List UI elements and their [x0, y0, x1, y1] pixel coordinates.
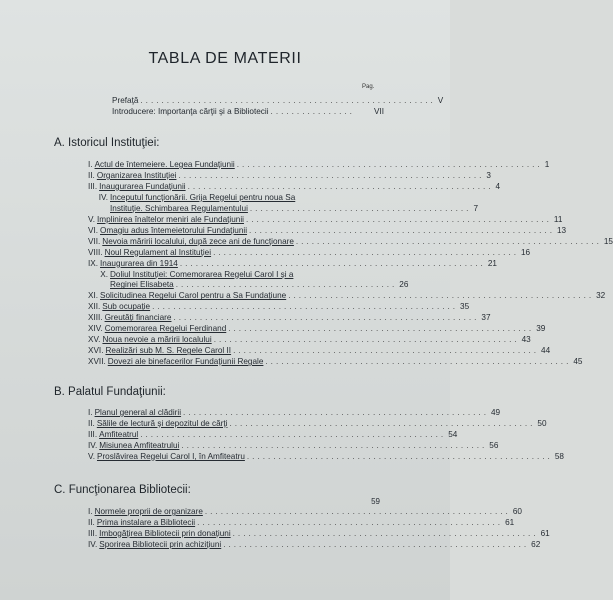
section-heading-c: C. Funcţionarea Bibliotecii:	[54, 484, 191, 496]
leader-dots: ..........................................................	[183, 408, 489, 417]
page-title: TABLA DE MATERII	[148, 50, 302, 67]
toc-entry-page: 35	[460, 302, 470, 312]
leader-dots: ..........................................................	[232, 528, 539, 538]
toc-entry-number: IV.	[98, 192, 108, 202]
leader-dots: ........................................................	[140, 96, 436, 105]
toc-entry-number: IX.	[88, 258, 99, 268]
toc-entry	[88, 181, 501, 192]
toc-entry	[88, 507, 522, 517]
toc-entry-page: 7	[473, 203, 479, 213]
toc-entry-number: XVII.	[88, 357, 106, 367]
toc-entry-page: 21	[487, 258, 497, 268]
toc-entry	[88, 517, 515, 528]
toc-entry-page: 49	[490, 408, 501, 417]
toc-entry-text: Sălile de lectură şi depozitul de cărţi	[96, 418, 228, 428]
toc-entry	[88, 291, 606, 301]
toc-entry-text: Comemorarea Regelui Ferdinand	[104, 324, 227, 334]
toc-entry	[88, 193, 378, 203]
loose-page-number: 59	[371, 497, 380, 506]
toc-entry-page: 39	[536, 324, 546, 334]
toc-entry-page: 1	[544, 160, 550, 169]
toc-entry	[88, 451, 564, 462]
toc-entry-text: Inaugurarea Fundaţiunii	[99, 181, 186, 191]
toc-entry-page: 50	[537, 418, 547, 428]
toc-entry-number: II.	[88, 517, 95, 527]
leader-dots: ..........................................................	[187, 181, 494, 191]
leader-dots: ..........................................................	[233, 346, 540, 356]
leader-dots: ..........................................................	[213, 335, 520, 345]
toc-entry-page: 16	[521, 247, 531, 257]
leader-dots: ..........................................................	[140, 429, 447, 439]
toc-entry-text: Noul Regulament al Instituţiei	[104, 247, 212, 257]
toc-entry-number: I.	[88, 160, 93, 169]
toc-entry	[88, 408, 501, 418]
toc-entry	[88, 302, 470, 312]
toc-entry-text: Implinirea înaltelor meniri ale Fundaţiunii	[96, 214, 244, 224]
toc-entry	[88, 170, 491, 181]
toc-entry-number: XVI.	[88, 346, 104, 356]
leader-dots: ..........................................................	[152, 302, 459, 312]
toc-entry-number: II.	[88, 418, 95, 428]
toc-entry-number: X.	[100, 269, 108, 279]
toc-entry-text: Misiunea Amfiteatrului	[99, 440, 180, 450]
leader-dots: ..........................................................	[223, 539, 530, 549]
toc-entry-number: VIII.	[88, 247, 103, 257]
toc-entry-page: 32	[596, 291, 606, 301]
toc-entry	[88, 160, 550, 170]
toc-entry	[88, 528, 550, 539]
leader-dots: ..........................................................	[181, 440, 488, 450]
section-heading-b: B. Palatul Fundaţiunii:	[54, 386, 166, 398]
toc-entry-page: 56	[489, 440, 499, 450]
toc-entry-number: VII.	[88, 236, 101, 246]
toc-entry-page: 15	[603, 236, 613, 246]
toc-entry-page: 60	[512, 507, 522, 516]
leader-dots: ..........................................................	[295, 236, 602, 246]
leader-dots: ..........................................................	[197, 517, 504, 527]
leader-dots: ..........................................................	[204, 507, 511, 516]
toc-entry-number: V.	[88, 214, 95, 224]
toc-entry-page: 44	[541, 346, 551, 356]
toc-entry-page: 26	[399, 280, 409, 290]
toc-entry-number: III.	[88, 181, 98, 191]
toc-entry	[88, 225, 567, 236]
toc-entry	[88, 258, 497, 269]
toc-entry-text: Doliul Instituţiei: Comemorarea Regelui Carol I şi a	[110, 269, 294, 279]
toc-entry-page: 4	[495, 181, 501, 191]
toc-entry-text: Noua nevoie a măririi localului	[102, 335, 212, 345]
toc-entry-number: VI.	[88, 225, 99, 235]
toc-entry	[88, 440, 499, 451]
toc-entry	[88, 346, 551, 356]
toc-entry-text: Sporirea Bibliotecii prin achiziţiuni	[99, 539, 222, 549]
toc-entry-continuation	[110, 203, 479, 214]
toc-entry-page: 54	[448, 429, 458, 439]
toc-entry-text: Solicitudinea Regelui Carol pentru a Sa Fundaţiune	[100, 291, 287, 301]
toc-entry	[88, 357, 583, 367]
toc-entry-page: 45	[573, 357, 583, 367]
leader-dots: ..........................................................	[249, 225, 555, 235]
toc-entry-number: V.	[88, 451, 95, 461]
toc-entry-number: II.	[88, 170, 95, 180]
section-heading-a: A. Istoricul Instituţiei:	[54, 137, 160, 149]
toc-entry	[88, 539, 541, 550]
toc-entry	[88, 236, 613, 247]
toc-entry-page: 3	[486, 170, 491, 180]
leader-dots: ..........................................................	[179, 258, 486, 268]
toc-entry-text: Actul de întemeiere. Legea Fundaţiunii	[94, 160, 235, 169]
toc-entry-page: 58	[554, 451, 564, 461]
leader-dots: ..........................................................	[213, 247, 519, 257]
toc-entry-text-cont: Reginei Elisabeta	[110, 280, 174, 290]
toc-entry-page: V	[437, 96, 444, 105]
toc-entry-text-cont: Instituţie. Schimbarea Regulamentului	[110, 203, 248, 213]
toc-entry	[88, 324, 546, 334]
toc-entry-prefata	[112, 96, 444, 106]
toc-entry-page: 13	[556, 225, 567, 235]
toc-entry-page: 61	[505, 517, 515, 527]
toc-entry-text: Realizări sub M. S. Regele Carol II	[105, 346, 232, 356]
page-column-label: Pag.	[362, 84, 375, 90]
toc-entry-page: 37	[481, 313, 491, 323]
toc-entry-page: 11	[553, 214, 563, 224]
leader-dots: ..........................................................	[246, 451, 553, 461]
toc-entry-number: I.	[88, 507, 93, 516]
toc-entry-number: IV.	[88, 539, 98, 549]
toc-entry-continuation	[110, 280, 409, 290]
leader-dots: ..........................................................	[228, 324, 535, 334]
toc-entry-text: Prima instalare a Bibliotecii	[96, 517, 196, 527]
leader-dots: ..........................................................	[229, 418, 536, 428]
toc-entry-text: Dovezi ale binefacerilor Fundaţiunii Regale	[107, 357, 264, 367]
toc-entry-number: XIV.	[88, 324, 103, 334]
toc-entry	[88, 418, 547, 429]
toc-entry-text: Planul general al clădirii	[94, 408, 182, 417]
toc-entry-page: 61	[540, 528, 550, 538]
leader-dots: ................	[270, 107, 355, 116]
leader-dots: ..........................................................	[245, 214, 552, 224]
toc-entry-text: Inaugurarea din 1914	[100, 258, 178, 268]
toc-entry-text: Omagiu adus întemeietorului Fundaţiunii	[100, 225, 248, 235]
toc-entry-page: 43	[521, 335, 531, 345]
leader-dots: ..........................................................	[265, 357, 572, 367]
toc-entry-text: Introducere: Importanţa cărţii şi a Bibliotecii	[112, 107, 269, 116]
leader-dots: ..........................................................	[173, 313, 480, 323]
toc-entry-text: Amfiteatrul	[99, 429, 139, 439]
toc-entry-text: Nevoia măririi localului, după zece ani de funcţionare	[102, 236, 294, 246]
leader-dots: ..........................................	[175, 280, 398, 290]
leader-dots: ..........................................	[249, 203, 472, 213]
toc-entry-text: Sub ocupaţie	[102, 302, 151, 312]
toc-entry-number: IV.	[88, 440, 98, 450]
toc-entry-text: Prefaţă	[112, 96, 139, 105]
toc-entry-number: XV.	[88, 335, 101, 345]
toc-entry	[88, 429, 458, 440]
toc-entry-introducere	[112, 107, 384, 117]
toc-entry-text: Normele proprii de organizare	[94, 507, 203, 516]
toc-entry-text: Greutăţi financiare	[104, 313, 172, 323]
toc-entry-page: VII	[373, 107, 384, 116]
toc-entry-number: III.	[88, 528, 98, 538]
leader-dots: ..........................................................	[178, 170, 485, 180]
toc-entry-text: Imbogăţirea Bibliotecii prin donaţiuni	[99, 528, 231, 538]
toc-entry-number: XIII.	[88, 313, 103, 323]
toc-entry	[88, 270, 378, 280]
toc-entry-number: I.	[88, 408, 93, 417]
leader-dots: ..........................................................	[288, 291, 595, 301]
toc-entry-number: XII.	[88, 302, 101, 312]
toc-entry-number: XI.	[88, 291, 99, 301]
toc-entry	[88, 335, 531, 345]
toc-entry	[88, 214, 563, 225]
toc-entry-number: III.	[88, 429, 98, 439]
toc-entry	[88, 247, 531, 258]
toc-entry-text: Organizarea Instituţiei	[96, 170, 177, 180]
toc-entry-page: 62	[531, 539, 541, 549]
toc-entry-text: Proslăvirea Regelui Carol I, în Amfiteatru	[96, 451, 245, 461]
leader-dots: ..........................................................	[236, 160, 543, 169]
toc-entry-text: Inceputul funcţionării. Grija Regelui pentru noua Sa	[110, 192, 296, 202]
toc-entry	[88, 313, 491, 323]
